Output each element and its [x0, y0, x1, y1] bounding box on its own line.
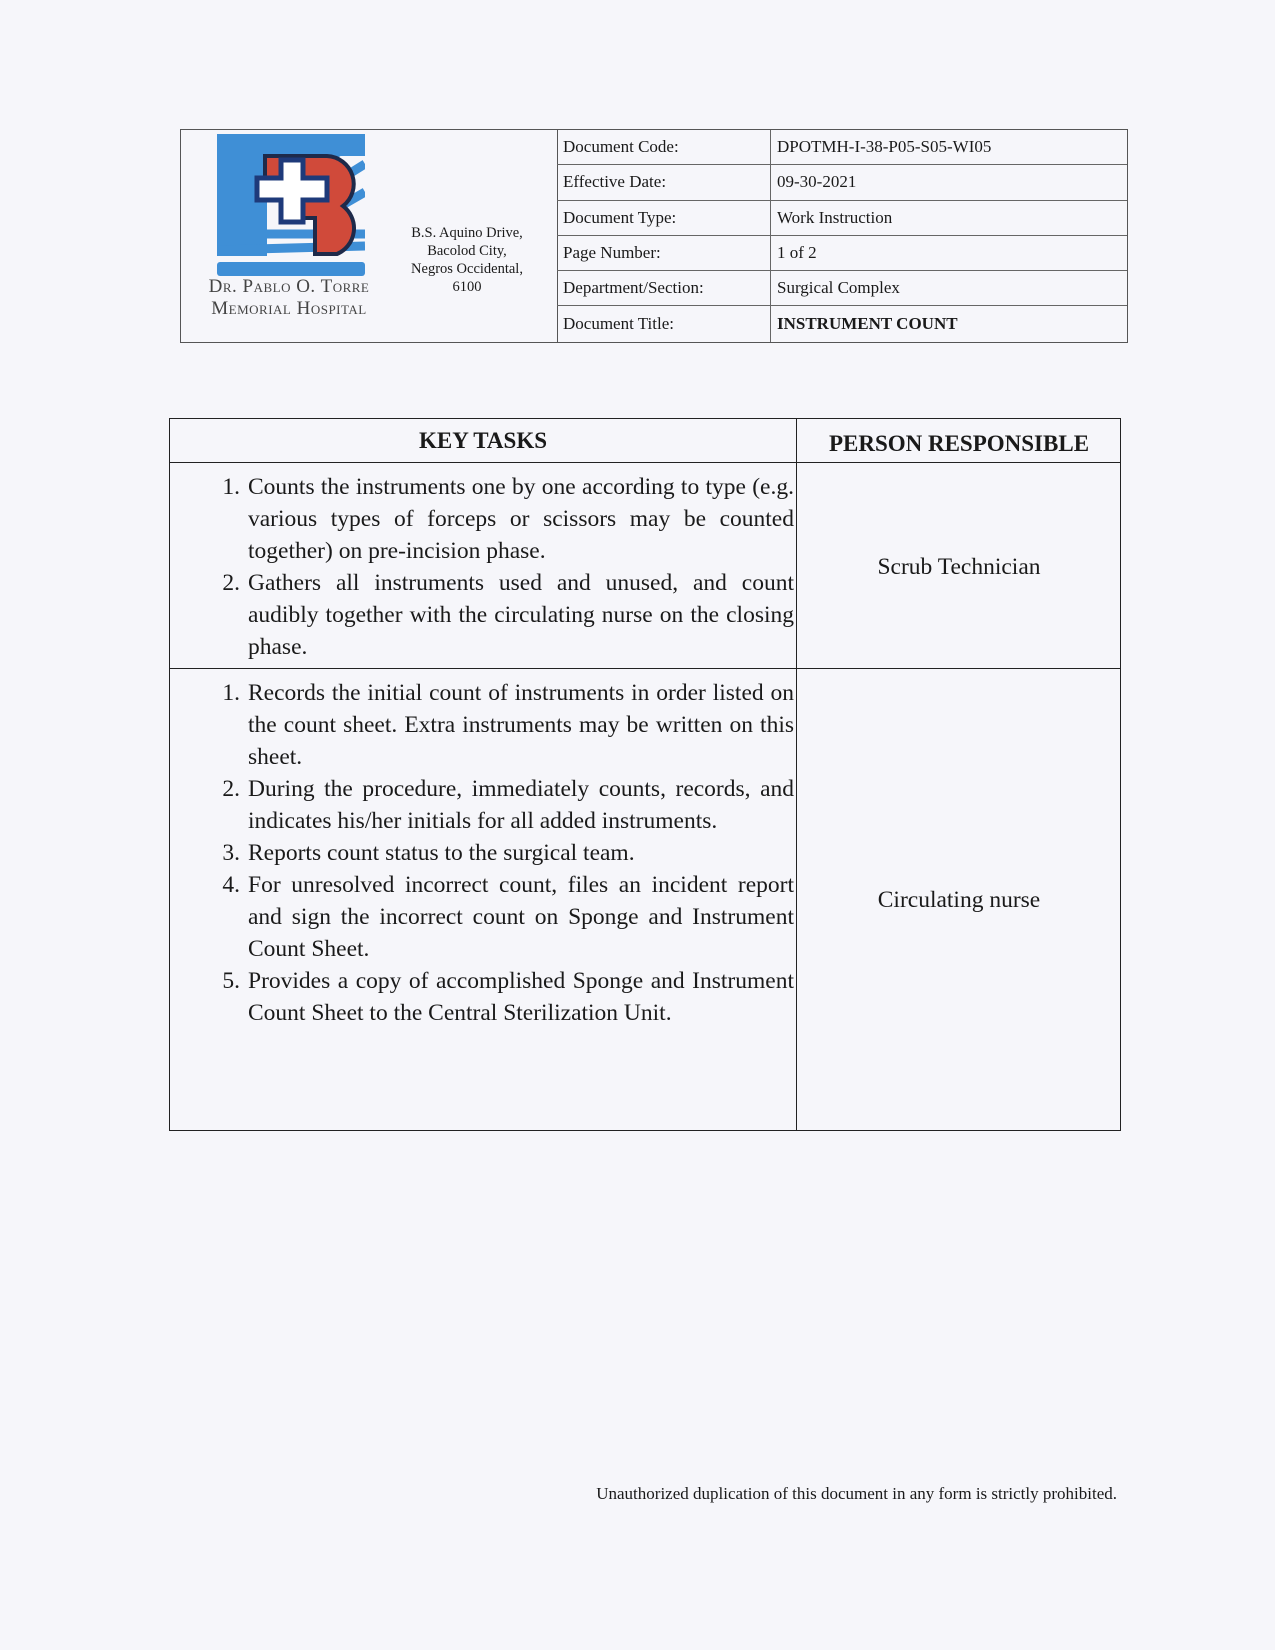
info-label: Page Number: [557, 236, 771, 270]
task-item: 1. Records the initial count of instruments in order listed on the count sheet. Extra instruments may be written on this sheet. [222, 680, 794, 770]
info-row-document-title [557, 306, 1127, 341]
info-value: Surgical Complex [777, 278, 900, 298]
task-text: Gathers all instruments used and unused, and count audibly together with the circulating nurse on the closing phase. [248, 570, 794, 660]
task-item: 1. Counts the instruments one by one according to type (e.g. various types of forceps or scissors may be counted together) on pre-incision phase. [222, 474, 794, 564]
info-row-document-code [557, 130, 1127, 165]
task-item: 5. Provides a copy of accomplished Sponge and Instrument Count Sheet to the Central Sterilization Unit. [222, 968, 794, 1026]
info-value: INSTRUMENT COUNT [777, 314, 958, 334]
info-row-page-number [557, 236, 1127, 271]
info-row-department [557, 271, 1127, 306]
info-label: Document Title: [557, 306, 771, 341]
address-line: Negros Occidental, [411, 261, 523, 277]
document-info-table [557, 130, 1127, 342]
info-value: Work Instruction [777, 207, 893, 227]
hospital-logo-icon [217, 134, 365, 278]
footer-notice: Unauthorized duplication of this document in any form is strictly prohibited. [596, 1484, 1117, 1503]
task-list-circulating [206, 677, 794, 1029]
document-header [180, 129, 1128, 343]
info-label: Document Code: [557, 130, 771, 164]
hospital-name [189, 276, 389, 320]
task-text: For unresolved incorrect count, files an incident report and sign the incorrect count on Sponge and Instrument Count Sheet. [248, 872, 794, 962]
row-divider [170, 462, 1120, 463]
row-divider [170, 668, 1120, 669]
column-divider [796, 419, 797, 1130]
task-text: Records the initial count of instruments in order listed on the count sheet. Extra instruments may be written on this sheet. [248, 680, 794, 770]
task-text: Counts the instruments one by one according to type (e.g. various types of forceps or scissors may be counted together) on pre-incision phase. [248, 474, 794, 564]
task-item: 2. During the procedure, immediately counts, records, and indicates his/her initials for all added instruments. [222, 776, 794, 834]
address-line: Bacolod City, [427, 243, 507, 259]
task-item: 3. Reports count status to the surgical team. [222, 840, 635, 866]
info-value: DPOTMH-I-38-P05-S05-WI05 [777, 137, 992, 157]
logo-cell [181, 130, 558, 342]
key-tasks-table [169, 418, 1121, 1131]
task-list-scrub [206, 471, 794, 663]
hospital-name-line2: Memorial Hospital [211, 298, 367, 319]
info-label: Document Type: [557, 201, 771, 235]
hospital-address [399, 224, 535, 296]
task-text: Reports count status to the surgical team. [248, 840, 635, 866]
info-label: Department/Section: [557, 271, 771, 305]
person-circulating-nurse: Circulating nurse [877, 887, 1041, 913]
person-scrub-technician: Scrub Technician [877, 554, 1041, 580]
info-value: 09-30-2021 [777, 172, 857, 192]
task-item: 4. For unresolved incorrect count, files an incident report and sign the incorrect count on Sponge and Instrument Count Sheet. [222, 872, 794, 962]
column-header-key-tasks: KEY TASKS [418, 428, 548, 453]
address-line: 6100 [452, 279, 482, 295]
info-row-document-type [557, 201, 1127, 236]
hospital-name-line1: Dr. Pablo O. Torre [208, 276, 370, 297]
task-item: 2. Gathers all instruments used and unused, and count audibly together with the circulating nurse on the closing phase. [222, 570, 794, 660]
info-row-effective-date [557, 165, 1127, 200]
info-label: Effective Date: [557, 165, 771, 199]
address-line: B.S. Aquino Drive, [411, 225, 523, 241]
column-header-person-responsible: PERSON RESPONSIBLE [828, 431, 1090, 456]
task-text: During the procedure, immediately counts, records, and indicates his/her initials for all added instruments. [248, 776, 794, 834]
task-text: Provides a copy of accomplished Sponge and Instrument Count Sheet to the Central Sterilization Unit. [248, 968, 794, 1026]
info-value: 1 of 2 [777, 243, 817, 263]
